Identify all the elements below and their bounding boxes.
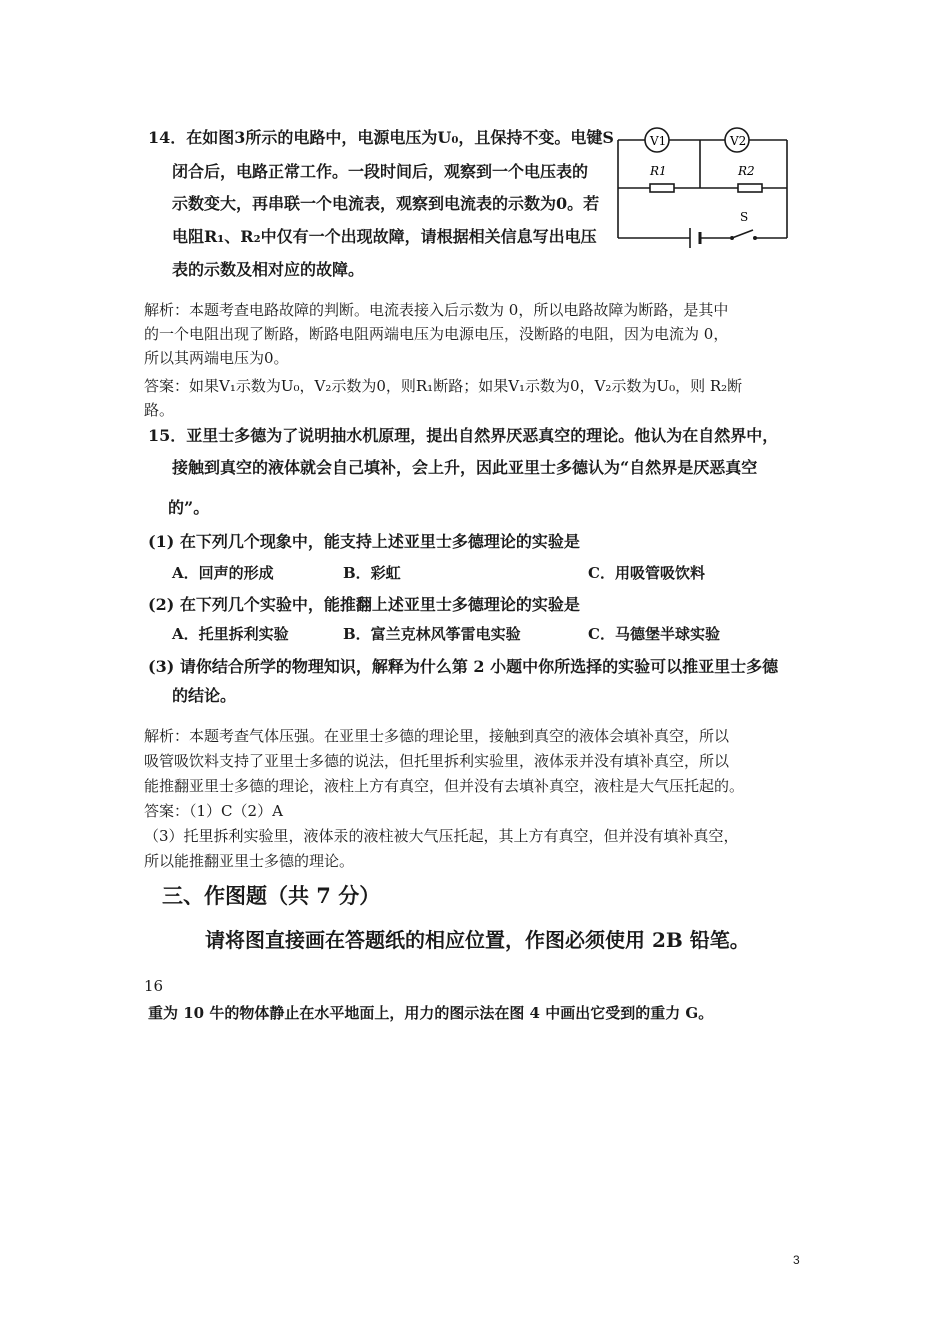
section-3-instruction: 请将图直接画在答题纸的相应位置，作图必须使用 2B 铅笔。 (205, 928, 750, 952)
q14-analysis-1: 解析：本题考查电路故障的判断。电流表接入后示数为 0，所以电路故障为断路，是其中 (144, 301, 729, 319)
switch-label: S (740, 210, 749, 224)
q16-number: 16 (144, 977, 164, 995)
q14-line-2: 闭合后，电路正常工作。一段时间后，观察到一个电压表的 (172, 162, 589, 181)
q15-line-2: 接触到真空的液体就会自己填补，会上升，因此亚里士多德认为“自然界是厌恶真空 (172, 458, 758, 477)
r2-label: R2 (738, 164, 755, 178)
q15-sub1-option-a: A．回声的形成 (172, 564, 274, 582)
q15-sub2-option-b: B．富兰克林风筝雷电实验 (343, 625, 521, 643)
q14-analysis-3: 所以其两端电压为0。 (144, 349, 289, 367)
q15-sub1-option-c: C．用吸管吸饮料 (588, 564, 705, 582)
q14-line-3: 示数变大，再串联一个电流表，观察到电流表的示数为0。若 (172, 194, 600, 213)
resistor-r2-icon (738, 184, 762, 192)
circuit-diagram (610, 118, 795, 248)
v2-label: V2 (730, 134, 747, 148)
page-number: 3 (793, 1253, 800, 1267)
q14-answer-2: 路。 (144, 401, 175, 419)
q15-answer-2: （3）托里拆利实验里，液体汞的液柱被大气压托起，其上方有真空，但并没有填补真空， (144, 827, 739, 845)
q15-answer-3: 所以能推翻亚里士多德的理论。 (144, 852, 355, 870)
q14-line-1: 14．在如图3所示的电路中，电源电压为U₀，且保持不变。电键S (148, 128, 614, 147)
q15-sub3-line-1: (3) 请你结合所学的物理知识，解释为什么第 2 小题中你所选择的实验可以推亚里士多德 (148, 657, 779, 676)
q15-sub2: (2) 在下列几个实验中，能推翻上述亚里士多德理论的实验是 (148, 595, 580, 614)
q15-sub3-line-2: 的结论。 (172, 686, 237, 705)
q15-analysis-3: 能推翻亚里士多德的理论，液柱上方有真空，但并没有去填补真空，液柱是大气压托起的。 (144, 777, 745, 795)
section-3-title: 三、作图题（共 7 分） (162, 883, 381, 908)
q15-analysis-1: 解析：本题考查气体压强。在亚里士多德的理论里，接触到真空的液体会填补真空，所以 (144, 727, 730, 745)
q14-line-5: 表的示数及相对应的故障。 (172, 260, 365, 279)
battery-icon (690, 228, 700, 248)
q14-answer-1: 答案：如果V₁示数为U₀，V₂示数为0，则R₁断路；如果V₁示数为0，V₂示数为U₀，则 R₂断 (144, 377, 743, 395)
q16-text: 重为 10 牛的物体静止在水平地面上，用力的图示法在图 4 中画出它受到的重力 G。 (148, 1004, 714, 1022)
q14-line-4: 电阻R₁、R₂中仅有一个出现故障，请根据相关信息写出电压 (172, 227, 597, 246)
q15-sub2-option-c: C．马德堡半球实验 (588, 625, 720, 643)
q15-sub2-option-a: A．托里拆利实验 (172, 625, 289, 643)
q14-analysis-2: 的一个电阻出现了断路，断路电阻两端电压为电源电压，没断路的电阻，因为电流为 0， (144, 325, 729, 343)
resistor-r1-icon (650, 184, 674, 192)
r1-label: R1 (650, 164, 667, 178)
q15-line-1: 15．亚里士多德为了说明抽水机原理，提出自然界厌恶真空的理论。他认为在自然界中， (148, 426, 779, 445)
v1-label: V1 (650, 134, 667, 148)
q15-line-3: 的”。 (168, 498, 210, 517)
q15-sub1-option-b: B．彩虹 (343, 564, 401, 582)
switch-icon (730, 230, 757, 240)
q15-analysis-2: 吸管吸饮料支持了亚里士多德的说法，但托里拆利实验里，液体汞并没有填补真空，所以 (144, 752, 730, 770)
q15-sub1: (1) 在下列几个现象中，能支持上述亚里士多德理论的实验是 (148, 532, 580, 551)
q15-answer-1: 答案：（1）C（2）A (144, 802, 283, 820)
